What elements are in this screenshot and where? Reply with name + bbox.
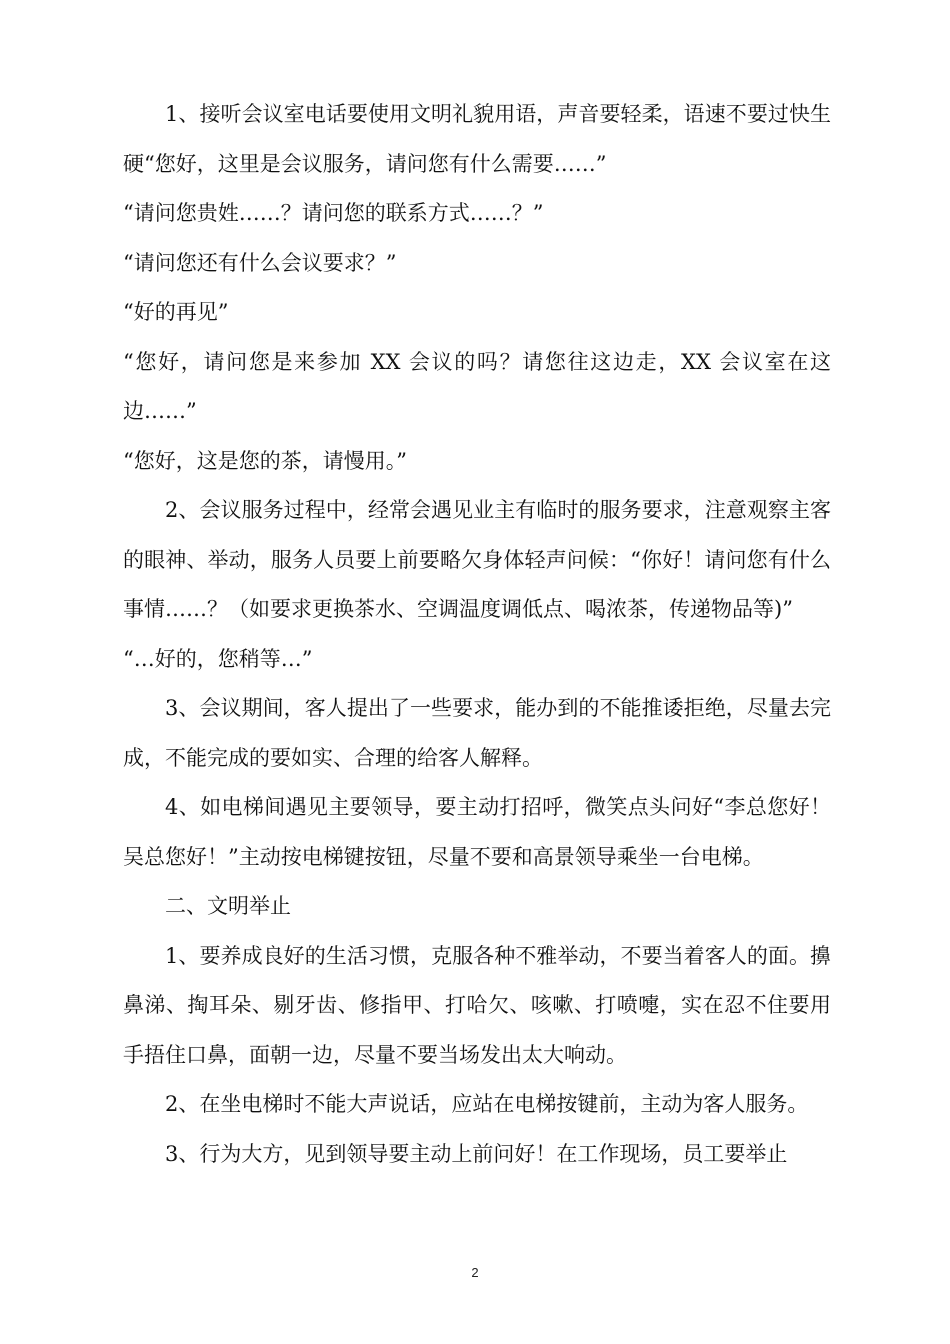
paragraph: “好的再见” — [123, 300, 229, 324]
paragraph: 2、会议服务过程中，经常会遇见业主有临时的服务要求，注意观察主客的眼神、举动，服务人员要上前要略欠身体轻声问候：“你好！请问您有什么事情……？（如要求更换茶水、空调温度调低点、喝浓茶，传递物品等)” — [123, 498, 831, 621]
paragraph: “请问您还有什么会议要求？” — [123, 250, 397, 275]
paragraph: 2、在坐电梯时不能大声说话，应站在电梯按键前，主动为客人服务。 — [165, 1092, 809, 1116]
paragraph: 3、会议期间，客人提出了一些要求，能办到的不能推诿拒绝，尽量去完成，不能完成的要如实、合理的给客人解释。 — [123, 696, 831, 770]
paragraph: 1、接听会议室电话要使用文明礼貌用语，声音要轻柔，语速不要过快生硬“您好，这里是会议服务，请问您有什么需要……” — [123, 102, 831, 176]
paragraph: 3、行为大方，见到领导要主动上前问好！在工作现场，员工要举止 — [165, 1141, 788, 1166]
paragraph: “请问您贵姓……？请问您的联系方式……？” — [123, 201, 544, 225]
section-heading: 二、文明举止 — [165, 894, 291, 918]
paragraph: “您好，请问您是来参加 XX 会议的吗？请您往这边走，XX 会议室在这边……” — [123, 349, 831, 423]
document-body — [123, 90, 831, 1179]
paragraph: “您好，这是您的茶，请慢用。” — [123, 448, 407, 473]
paragraph: “…好的，您稍等…” — [123, 646, 313, 671]
paragraph: 1、要养成良好的生活习惯，克服各种不雅举动，不要当着客人的面。擤鼻涕、掏耳朵、剔牙齿、修指甲、打哈欠、咳嗽、打喷嚏，实在忍不住要用手捂住口鼻，面朝一边，尽量不要当场发出太大响动。 — [123, 943, 831, 1067]
paragraph: 4、如电梯间遇见主要领导，要主动打招呼，微笑点头问好“李总您好！吴总您好！”主动按电梯键按钮，尽量不要和高景领导乘坐一台电梯。 — [123, 795, 831, 869]
page-number: 2 — [471, 1265, 479, 1280]
